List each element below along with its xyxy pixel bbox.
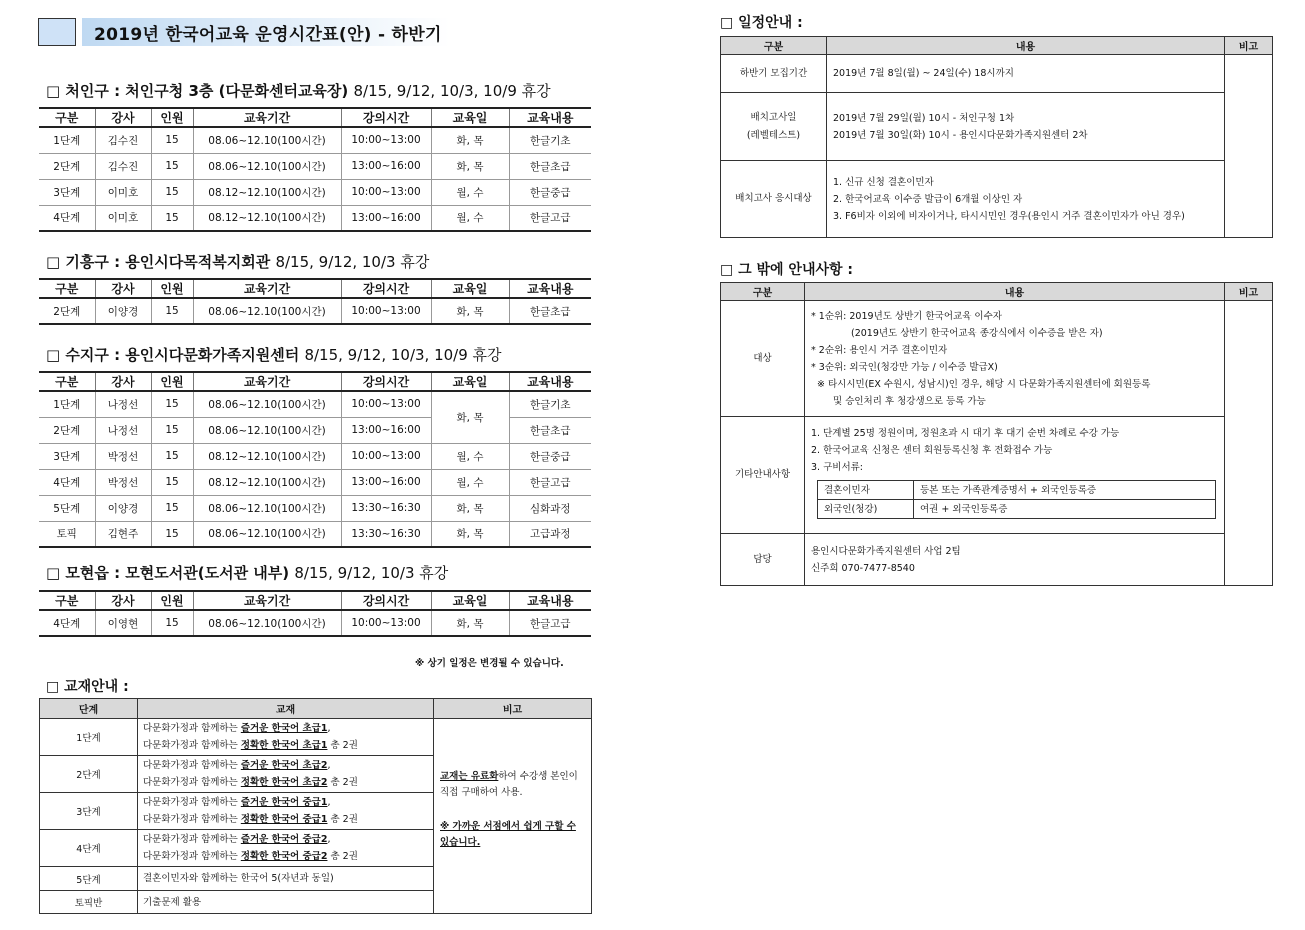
section-heading-giheung (46, 251, 429, 272)
header-cell: 내용 (805, 283, 1225, 301)
cell: 한글초급 (509, 298, 591, 324)
cell: 15 (151, 469, 193, 495)
table-header-row (39, 372, 591, 391)
header-cell: 교육일 (431, 108, 509, 127)
table-row (721, 301, 1273, 417)
cell: 08.06~12.10(100시간) (193, 610, 341, 636)
table-row (39, 298, 591, 324)
header-cell: 교육기간 (193, 591, 341, 610)
cell: 10:00~13:00 (341, 610, 431, 636)
content-cell (827, 93, 1225, 161)
cell: 한글고급 (509, 469, 591, 495)
book-cell (138, 793, 434, 830)
header-cell: 강사 (95, 591, 151, 610)
section-title: □ 기흥구 : 용인시다목적복지회관 (46, 253, 271, 271)
header-cell: 교육기간 (193, 108, 341, 127)
table-row (721, 417, 1273, 534)
content-cell (805, 417, 1225, 534)
header-cell: 비고 (1225, 283, 1273, 301)
cell: 화, 목 (431, 521, 509, 547)
book-prefix: 다문화가정과 함께하는 (143, 760, 241, 771)
cell: 이미호 (95, 179, 151, 205)
book-prefix: 다문화가정과 함께하는 (143, 797, 241, 808)
content-line: 2. 한국어교육 이수증 발급이 6개월 이상인 자 (833, 193, 1023, 205)
book-suffix: , (327, 723, 331, 734)
book-title: 정확한 한국어 중급2 (240, 851, 328, 862)
section-heading-suji (46, 344, 502, 365)
table-row (39, 469, 591, 495)
content-line: * 1순위: 2019년도 상반기 한국어교육 이수자 (811, 310, 1002, 322)
cell: 15 (151, 443, 193, 469)
section-heading-mohyeon (46, 562, 448, 583)
cell: 나정선 (95, 417, 151, 443)
cell: 13:00~16:00 (341, 417, 431, 443)
content-line: 2. 한국어교육 신청은 센터 회원등록신청 후 전화접수 가능 (811, 445, 1053, 456)
book-line (143, 737, 433, 754)
header-cell: 강사 (95, 372, 151, 391)
textbook-table (39, 698, 592, 914)
header-cell: 구분 (39, 372, 95, 391)
cell: 10:00~13:00 (341, 298, 431, 324)
cell: 08.06~12.10(100시간) (193, 417, 341, 443)
section-holiday: 8/15, 9/12, 10/3 휴강 (275, 253, 430, 271)
remark-cell (1225, 301, 1273, 586)
schedule-table-suji (39, 371, 591, 548)
title-marker-box (38, 18, 76, 46)
table-row (721, 534, 1273, 586)
cell: 15 (151, 521, 193, 547)
cell: 한글기초 (509, 127, 591, 153)
textbook-note-bookstore: ※ 가까운 서점에서 쉽게 구할 수 있습니다. (440, 821, 576, 848)
content-line: 2019년 7월 29일(월) 10시 - 처인구청 1차 (833, 112, 1015, 124)
header-cell: 강사 (95, 279, 151, 298)
cell: 15 (151, 179, 193, 205)
book-suffix: 총 2권 (327, 777, 358, 788)
change-note: ※ 상기 일정은 변경될 수 있습니다. (415, 658, 564, 669)
cell: 4단계 (39, 610, 95, 636)
book-suffix: , (327, 834, 331, 845)
content-line: 1. 단계별 25명 정원이며, 정원초과 시 대기 후 대기 순번 차례로 수강 가능 (811, 428, 1120, 439)
cell: 13:00~16:00 (341, 205, 431, 231)
schedule-info-table (720, 36, 1273, 238)
header-cell: 인원 (151, 108, 193, 127)
header-cell: 강의시간 (341, 591, 431, 610)
cell: 10:00~13:00 (341, 443, 431, 469)
cell: 15 (151, 205, 193, 231)
cell: 3단계 (39, 443, 95, 469)
cell: 한글고급 (509, 205, 591, 231)
table-row (39, 205, 591, 231)
table-row (39, 521, 591, 547)
cell: 한글초급 (509, 417, 591, 443)
doc-who: 결혼이민자 (818, 481, 914, 500)
cell: 박정선 (95, 443, 151, 469)
textbook-note-emphasis: 교재는 유료화 (440, 771, 499, 782)
cell: 3단계 (39, 179, 95, 205)
book-cell (138, 830, 434, 867)
cell: 화, 목 (431, 610, 509, 636)
content-line: 1. 신규 신청 결혼이민자 (833, 176, 934, 188)
book-cell: 기출문제 활용 (138, 891, 434, 914)
label-cell: 담당 (721, 534, 805, 586)
doc-what: 등본 또는 가족관계증명서 + 외국인등록증 (914, 481, 1216, 500)
label-line: (레벨테스트) (746, 129, 801, 141)
cell: 이양경 (95, 298, 151, 324)
label-line: 배치고사일 (750, 111, 797, 123)
cell: 한글중급 (509, 179, 591, 205)
content-line: 및 승인처리 후 청강생으로 등록 가능 (833, 395, 986, 407)
book-title: 정확한 한국어 중급1 (240, 814, 328, 825)
table-row (39, 495, 591, 521)
level-cell: 1단계 (40, 719, 138, 756)
remark-cell (1225, 55, 1273, 238)
other-info-heading: □ 그 밖에 안내사항 : (720, 262, 853, 278)
label-cell: 하반기 모집기간 (721, 55, 827, 93)
table-row (39, 153, 591, 179)
cell-merged-day: 화, 목 (431, 391, 509, 443)
cell: 13:00~16:00 (341, 153, 431, 179)
cell: 월, 수 (431, 469, 509, 495)
schedule-table-cheoin (39, 107, 591, 232)
header-cell: 교육기간 (193, 372, 341, 391)
cell: 월, 수 (431, 443, 509, 469)
cell: 한글초급 (509, 153, 591, 179)
header-cell: 구분 (39, 279, 95, 298)
book-title: 즐거운 한국어 초급1 (240, 723, 328, 734)
header-cell: 구분 (39, 108, 95, 127)
cell: 08.12~12.10(100시간) (193, 469, 341, 495)
level-cell: 5단계 (40, 867, 138, 891)
book-title: 즐거운 한국어 초급2 (240, 760, 328, 771)
cell: 08.06~12.10(100시간) (193, 127, 341, 153)
book-prefix: 다문화가정과 함께하는 (143, 851, 241, 862)
label-cell: 대상 (721, 301, 805, 417)
level-cell: 2단계 (40, 756, 138, 793)
table-row (40, 719, 592, 756)
cell: 08.12~12.10(100시간) (193, 179, 341, 205)
content-line: 용인시다문화가족지원센터 사업 2팀 (811, 545, 961, 557)
book-title: 정확한 한국어 초급1 (240, 740, 328, 751)
level-cell: 4단계 (40, 830, 138, 867)
header-cell: 교육내용 (509, 108, 591, 127)
cell: 5단계 (39, 495, 95, 521)
header-cell: 강의시간 (341, 279, 431, 298)
book-line (143, 774, 433, 791)
table-row (818, 500, 1216, 519)
cell: 1단계 (39, 127, 95, 153)
cell: 08.06~12.10(100시간) (193, 495, 341, 521)
cell: 화, 목 (431, 153, 509, 179)
content-line: 신주희 070-7477-8540 (811, 562, 915, 574)
cell: 한글고급 (509, 610, 591, 636)
cell: 1단계 (39, 391, 95, 417)
cell: 15 (151, 127, 193, 153)
book-suffix: 총 2권 (327, 814, 358, 825)
book-prefix: 다문화가정과 함께하는 (143, 723, 241, 734)
book-prefix: 다문화가정과 함께하는 (143, 814, 241, 825)
table-header-row (40, 699, 592, 719)
book-cell (138, 719, 434, 756)
cell: 토픽 (39, 521, 95, 547)
table-row (721, 93, 1273, 161)
cell: 월, 수 (431, 205, 509, 231)
content-cell (805, 534, 1225, 586)
table-row (39, 610, 591, 636)
book-prefix: 다문화가정과 함께하는 (143, 777, 241, 788)
cell: 08.12~12.10(100시간) (193, 443, 341, 469)
section-title: □ 수지구 : 용인시다문화가족지원센터 (46, 346, 300, 364)
section-holiday: 8/15, 9/12, 10/3, 10/9 휴강 (304, 346, 502, 364)
header-cell: 비고 (1225, 37, 1273, 55)
header-cell: 인원 (151, 372, 193, 391)
content-line: 3. F6비자 이외에 비자이거나, 타시시민인 경우(용인시 거주 결혼이민자가 아닌 경우) (833, 210, 1185, 222)
doc-who: 외국인(청강) (818, 500, 914, 519)
book-line (143, 720, 433, 737)
header-cell: 강의시간 (341, 108, 431, 127)
content-cell: 2019년 7월 8일(월) ~ 24일(수) 18시까지 (827, 55, 1225, 93)
table-row (818, 481, 1216, 500)
cell: 김현주 (95, 521, 151, 547)
cell: 4단계 (39, 469, 95, 495)
section-heading-cheoin (46, 80, 551, 101)
table-row (39, 179, 591, 205)
book-suffix: , (327, 797, 331, 808)
book-line (143, 811, 433, 828)
header-cell: 교육일 (431, 279, 509, 298)
cell: 15 (151, 298, 193, 324)
cell: 15 (151, 153, 193, 179)
header-cell: 인원 (151, 591, 193, 610)
cell: 08.06~12.10(100시간) (193, 391, 341, 417)
cell: 고급과정 (509, 521, 591, 547)
book-prefix: 다문화가정과 함께하는 (143, 740, 241, 751)
table-row (39, 127, 591, 153)
header-cell: 단계 (40, 699, 138, 719)
header-cell: 교육내용 (509, 591, 591, 610)
header-cell: 인원 (151, 279, 193, 298)
book-line (143, 757, 433, 774)
cell: 08.06~12.10(100시간) (193, 521, 341, 547)
header-cell: 비고 (434, 699, 592, 719)
cell: 한글중급 (509, 443, 591, 469)
header-cell: 구분 (721, 37, 827, 55)
content-cell (805, 301, 1225, 417)
cell: 2단계 (39, 298, 95, 324)
book-suffix: , (327, 760, 331, 771)
textbook-heading: □ 교재안내 : (46, 679, 129, 695)
header-cell: 교재 (138, 699, 434, 719)
book-line (143, 848, 433, 865)
content-line: 3. 구비서류: (811, 462, 863, 473)
cell: 15 (151, 417, 193, 443)
table-row (721, 161, 1273, 238)
section-title: □ 처인구 : 처인구청 3층 (다문화센터교육장) (46, 82, 349, 100)
table-row (39, 391, 591, 417)
header-cell: 구분 (721, 283, 805, 301)
table-header-row (39, 108, 591, 127)
level-cell: 3단계 (40, 793, 138, 830)
cell: 박정선 (95, 469, 151, 495)
cell: 15 (151, 495, 193, 521)
book-cell: 결혼이민자와 함께하는 한국어 5(자년과 동일) (138, 867, 434, 891)
book-line (143, 794, 433, 811)
table-header-row (39, 591, 591, 610)
level-cell: 토픽반 (40, 891, 138, 914)
cell: 08.06~12.10(100시간) (193, 298, 341, 324)
table-row (721, 55, 1273, 93)
cell: 이양경 (95, 495, 151, 521)
cell: 4단계 (39, 205, 95, 231)
cell: 15 (151, 610, 193, 636)
cell: 2단계 (39, 153, 95, 179)
cell: 김수진 (95, 153, 151, 179)
cell: 10:00~13:00 (341, 179, 431, 205)
cell: 08.06~12.10(100시간) (193, 153, 341, 179)
book-prefix: 다문화가정과 함께하는 (143, 834, 241, 845)
header-cell: 구분 (39, 591, 95, 610)
label-cell: 기타안내사항 (721, 417, 805, 534)
cell: 김수진 (95, 127, 151, 153)
cell: 나정선 (95, 391, 151, 417)
table-header-row (721, 283, 1273, 301)
cell: 월, 수 (431, 179, 509, 205)
header-cell: 교육내용 (509, 279, 591, 298)
schedule-table-mohyeon (39, 590, 591, 637)
cell: 10:00~13:00 (341, 127, 431, 153)
cell: 이영현 (95, 610, 151, 636)
book-title: 즐거운 한국어 중급1 (240, 797, 328, 808)
documents-table (817, 480, 1216, 519)
cell: 10:00~13:00 (341, 391, 431, 417)
content-line: (2019년도 상반기 한국어교육 종강식에서 이수증을 받은 자) (851, 327, 1103, 339)
schedule-table-giheung (39, 278, 591, 325)
section-holiday: 8/15, 9/12, 10/3, 10/9 휴강 (353, 82, 551, 100)
header-cell: 강의시간 (341, 372, 431, 391)
section-holiday: 8/15, 9/12, 10/3 휴강 (294, 564, 449, 582)
cell: 2단계 (39, 417, 95, 443)
section-title: □ 모현읍 : 모현도서관(도서관 내부) (46, 564, 290, 582)
book-cell (138, 756, 434, 793)
content-line: 2019년 7월 30일(화) 10시 - 용인시다문화가족지원센터 2차 (833, 129, 1088, 141)
book-title: 즐거운 한국어 중급2 (240, 834, 328, 845)
page-title: 2019년 한국어교육 운영시간표(안) - 하반기 (94, 25, 442, 45)
header-cell: 교육일 (431, 591, 509, 610)
header-cell: 강사 (95, 108, 151, 127)
book-line (143, 831, 433, 848)
book-title: 정확한 한국어 초급2 (240, 777, 328, 788)
content-line: * 3순위: 외국인(청강만 가능 / 이수증 발급X) (811, 361, 998, 373)
doc-what: 여권 + 외국인등록증 (914, 500, 1216, 519)
cell: 13:30~16:30 (341, 521, 431, 547)
book-suffix: 총 2권 (327, 851, 358, 862)
cell: 15 (151, 391, 193, 417)
textbook-note-cell (434, 719, 592, 914)
header-cell: 교육기간 (193, 279, 341, 298)
cell: 13:00~16:00 (341, 469, 431, 495)
other-info-table (720, 282, 1273, 586)
table-row (39, 443, 591, 469)
textbook-note-text: 하여 수강생 본인이 직접 구매하여 사용. (440, 771, 578, 798)
cell: 화, 목 (431, 298, 509, 324)
content-line: * 2순위: 용인시 거주 결혼이민자 (811, 344, 948, 356)
schedule-info-heading: □ 일정안내 : (720, 15, 803, 31)
header-cell: 내용 (827, 37, 1225, 55)
content-line: ※ 타시시민(EX 수원시, 성남시)인 경우, 해당 시 다문화가족지원센터에 회원등록 (817, 378, 1151, 390)
table-row (39, 417, 591, 443)
textbook-note (440, 769, 587, 801)
cell: 한글기초 (509, 391, 591, 417)
header-cell: 교육내용 (509, 372, 591, 391)
book-suffix: 총 2권 (327, 740, 358, 751)
cell: 13:30~16:30 (341, 495, 431, 521)
table-header-row (721, 37, 1273, 55)
cell: 화, 목 (431, 127, 509, 153)
content-cell (827, 161, 1225, 238)
table-header-row (39, 279, 591, 298)
cell: 화, 목 (431, 495, 509, 521)
label-cell: 배치고사 응시대상 (721, 161, 827, 238)
label-cell (721, 93, 827, 161)
cell: 심화과정 (509, 495, 591, 521)
cell: 이미호 (95, 205, 151, 231)
cell: 08.12~12.10(100시간) (193, 205, 341, 231)
header-cell: 교육일 (431, 372, 509, 391)
